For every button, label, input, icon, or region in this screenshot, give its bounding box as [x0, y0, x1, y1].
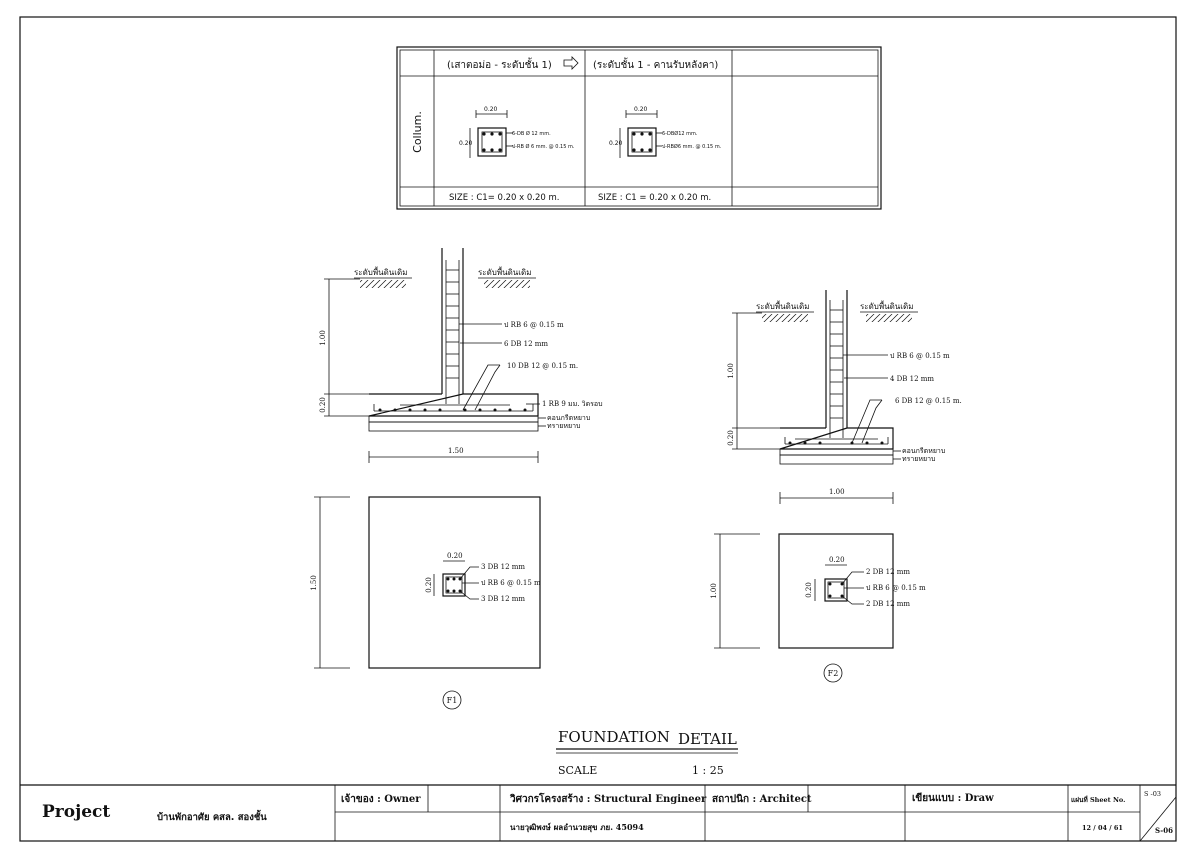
section-1-height-dim: 0.20	[459, 140, 473, 147]
column-table	[397, 47, 881, 209]
table-row-label: Collum.	[411, 111, 424, 153]
f1-callout-slab-bar: 10 DB 12 @ 0.15 m.	[507, 362, 579, 370]
f1-callout-concrete: คอนกรีตหยาบ	[547, 414, 591, 422]
section-2-main-bar: 6-DBØ12 mm.	[662, 131, 698, 137]
f1-ground-right-label: ระดับพื้นดินเดิม	[478, 268, 532, 277]
f1-callout-col-bar: 6 DB 12 mm	[504, 340, 549, 348]
f2-plan-col-h: 0.20	[805, 582, 813, 598]
f1-ground-left-label: ระดับพื้นดินเดิม	[354, 268, 408, 277]
title-block	[20, 785, 1176, 841]
f1-callout-ring: 1 RB 9 มม. วิดรอบ	[542, 400, 603, 408]
drawing-title	[556, 728, 738, 777]
sheet-number-bottom: S-06	[1155, 826, 1173, 835]
scale-label: SCALE	[558, 764, 598, 777]
table-size-2: SIZE : C1 = 0.20 x 0.20 m.	[598, 193, 712, 203]
title-main: FOUNDATION	[558, 728, 670, 746]
arrow-right-icon	[564, 57, 578, 69]
sheet-number-top: S -03	[1144, 790, 1161, 798]
section-2-stirrup: ป-RBØ6 mm. @ 0.15 m.	[662, 144, 722, 150]
f2-callout-col-bar: 4 DB 12 mm	[890, 375, 935, 383]
f1-plan-tie: ป RB 6 @ 0.15 m	[481, 579, 541, 587]
section-1-width-dim: 0.20	[484, 106, 498, 113]
footing-f2-plan	[710, 534, 926, 682]
owner-label: เจ้าของ : Owner	[341, 794, 421, 805]
f2-width-dim: 1.00	[829, 488, 845, 496]
f2-plan-tie: ป RB 6 @ 0.15 m	[866, 584, 926, 592]
f2-label: F2	[827, 669, 839, 678]
f1-plan-side-dim: 1.50	[310, 575, 318, 591]
f2-callout-slab-bar: 6 DB 12 @ 0.15 m.	[895, 397, 962, 405]
column-section-1	[459, 106, 575, 158]
project-label: Project	[42, 802, 111, 822]
f2-slab-dim: 0.20	[727, 430, 735, 446]
f2-ground-left-label: ระดับพื้นดินเดิม	[756, 302, 810, 311]
f2-plan-side-dim: 1.00	[710, 583, 718, 599]
draw-label: เขียนแบบ : Draw	[912, 793, 994, 804]
f1-plan-top-bar: 3 DB 12 mm	[481, 563, 526, 571]
architect-label: สถาปนิก : Architect	[712, 794, 812, 805]
table-header-1: (เสาตอม่อ - ระดับชั้น 1)	[447, 60, 552, 71]
project-name: บ้านพักอาศัย คสล. สองชั้น	[157, 812, 267, 823]
title-main-2: DETAIL	[678, 730, 737, 748]
f2-callout-sand: ทรายหยาบ	[902, 455, 936, 463]
sheet-border	[20, 17, 1176, 841]
column-section-2	[609, 106, 722, 158]
footing-f1-section	[319, 248, 603, 463]
footing-f1-plan	[310, 497, 541, 709]
section-1-stirrup: ป-RB Ø 6 mm. @ 0.15 m.	[512, 144, 575, 150]
structural-engineer-label: วิศวกรโครงสร้าง : Structural Engineer	[510, 794, 707, 805]
sheet-no-label: แผ่นที่ Sheet No.	[1071, 796, 1126, 804]
f2-plan-top-bar: 2 DB 12 mm	[866, 568, 911, 576]
scale-value: 1 : 25	[692, 764, 724, 777]
section-1-main-bar: 6-DB Ø 12 mm.	[512, 131, 551, 137]
f1-callout-tie: ป RB 6 @ 0.15 m	[504, 321, 564, 329]
f2-callout-tie: ป RB 6 @ 0.15 m	[890, 352, 950, 360]
table-size-1: SIZE : C1= 0.20 x 0.20 m.	[449, 193, 560, 203]
f2-ground-right-label: ระดับพื้นดินเดิม	[860, 302, 914, 311]
engineer-name: นายวุฒิพงษ์ ผลอำนวยสุข ภย. 45094	[510, 822, 644, 832]
f1-plan-col-w: 0.20	[447, 552, 463, 560]
f1-width-dim: 1.50	[448, 447, 464, 455]
f2-plan-col-w: 0.20	[829, 556, 845, 564]
f1-height-dim: 1.00	[319, 330, 327, 346]
section-2-width-dim: 0.20	[634, 106, 648, 113]
f2-height-dim: 1.00	[727, 363, 735, 379]
sheet-date: 12 / 04 / 61	[1082, 824, 1123, 832]
section-2-height-dim: 0.20	[609, 140, 623, 147]
footing-f2-section	[727, 290, 962, 504]
f1-plan-col-h: 0.20	[425, 577, 433, 593]
f1-callout-sand: ทรายหยาบ	[547, 422, 581, 430]
f1-label: F1	[446, 696, 458, 705]
f2-plan-bot-bar: 2 DB 12 mm	[866, 600, 911, 608]
f1-plan-bot-bar: 3 DB 12 mm	[481, 595, 526, 603]
table-header-2: (ระดับชั้น 1 - คานรับหลังคา)	[593, 60, 719, 71]
f1-slab-dim: 0.20	[319, 397, 327, 413]
f2-callout-concrete: คอนกรีตหยาบ	[902, 447, 946, 455]
